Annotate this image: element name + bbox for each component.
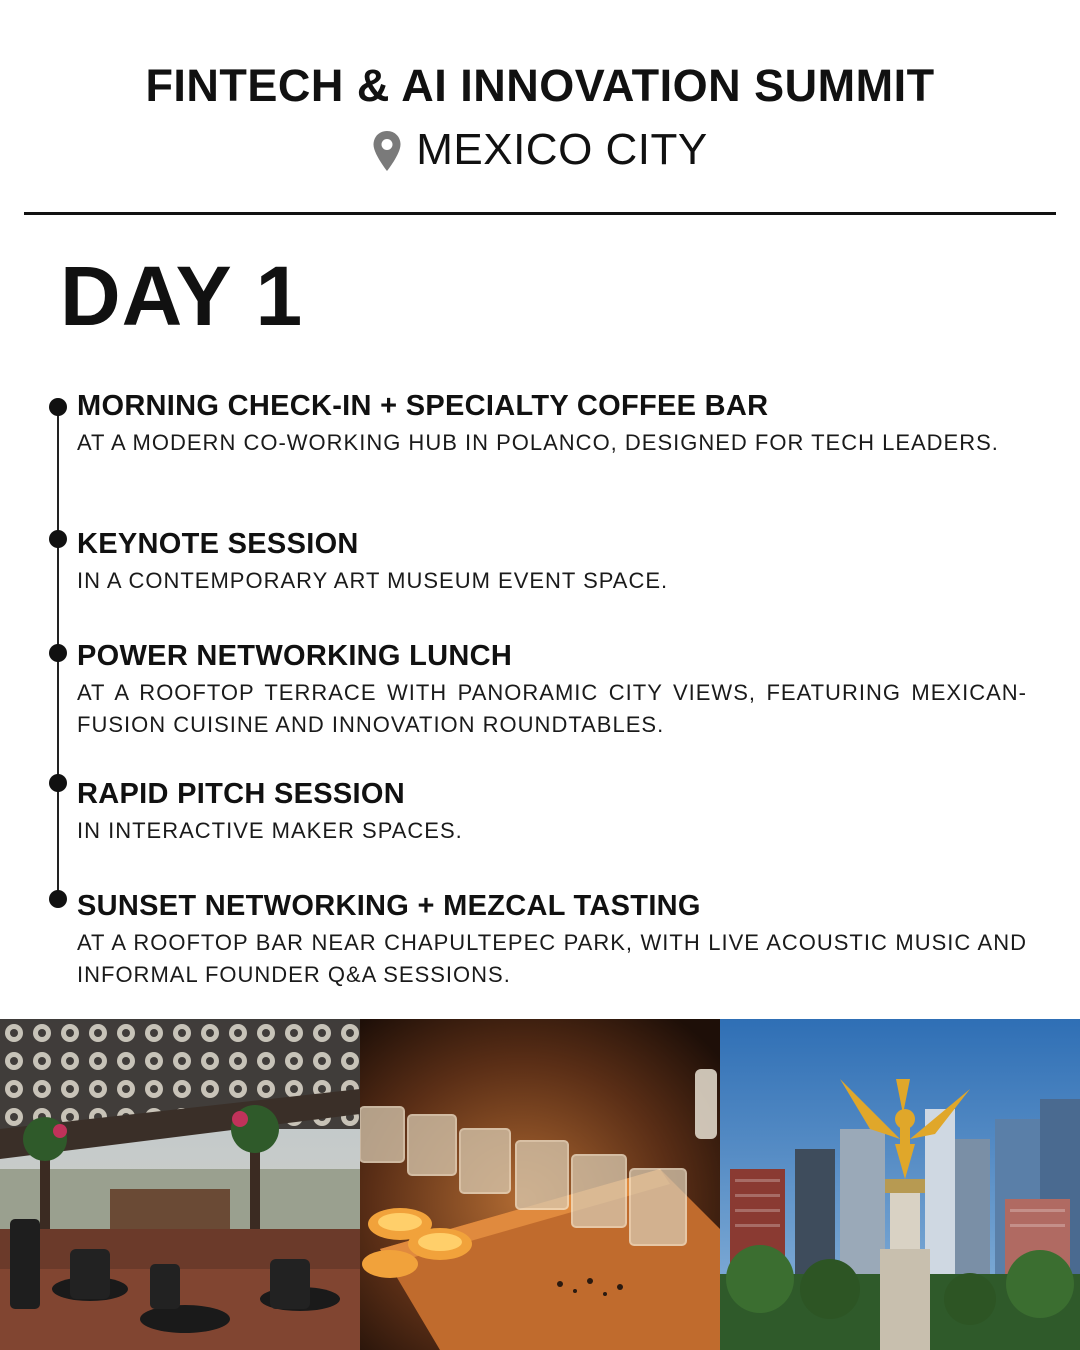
timeline-dot	[49, 398, 67, 416]
agenda-item-title: SUNSET NETWORKING + MEZCAL TASTING	[77, 890, 701, 922]
agenda-item-title: MORNING CHECK-IN + SPECIALTY COFFEE BAR	[77, 390, 769, 422]
mezcal-tasting-photo	[360, 1019, 720, 1350]
angel-of-independence-photo	[720, 1019, 1080, 1350]
timeline-dot	[49, 890, 67, 908]
agenda-item-description: IN INTERACTIVE MAKER SPACES.	[77, 818, 463, 843]
agenda-item-description: IN A CONTEMPORARY ART MUSEUM EVENT SPACE.	[77, 568, 669, 593]
location	[0, 124, 1080, 176]
agenda-item-title: KEYNOTE SESSION	[77, 528, 359, 560]
agenda-item-title: RAPID PITCH SESSION	[77, 778, 405, 810]
photo-strip	[0, 1019, 1080, 1350]
agenda-item-description: AT A MODERN CO-WORKING HUB IN POLANCO, DESIGNED FOR TECH LEADERS.	[77, 430, 999, 455]
agenda-item-title: POWER NETWORKING LUNCH	[77, 640, 513, 672]
map-pin-icon	[372, 130, 402, 172]
day-heading: DAY 1	[60, 249, 304, 343]
timeline-dot	[49, 644, 67, 662]
divider	[24, 212, 1056, 215]
timeline-dot	[49, 530, 67, 548]
agenda-item-description: AT A ROOFTOP TERRACE WITH PANORAMIC CITY VIEWS, FEATURING MEXICAN-FUSION CUISINE AND INNOVATION ROUNDTABLES.	[77, 680, 1027, 737]
rooftop-terrace-photo	[0, 1019, 360, 1350]
page-title: FINTECH & AI INNOVATION SUMMIT	[145, 60, 935, 111]
timeline-dot	[49, 774, 67, 792]
agenda-item-description: AT A ROOFTOP BAR NEAR CHAPULTEPEC PARK, WITH LIVE ACOUSTIC MUSIC AND INFORMAL FOUNDER Q&A SESSIONS.	[77, 930, 1027, 987]
location-text: MEXICO CITY	[416, 125, 708, 174]
